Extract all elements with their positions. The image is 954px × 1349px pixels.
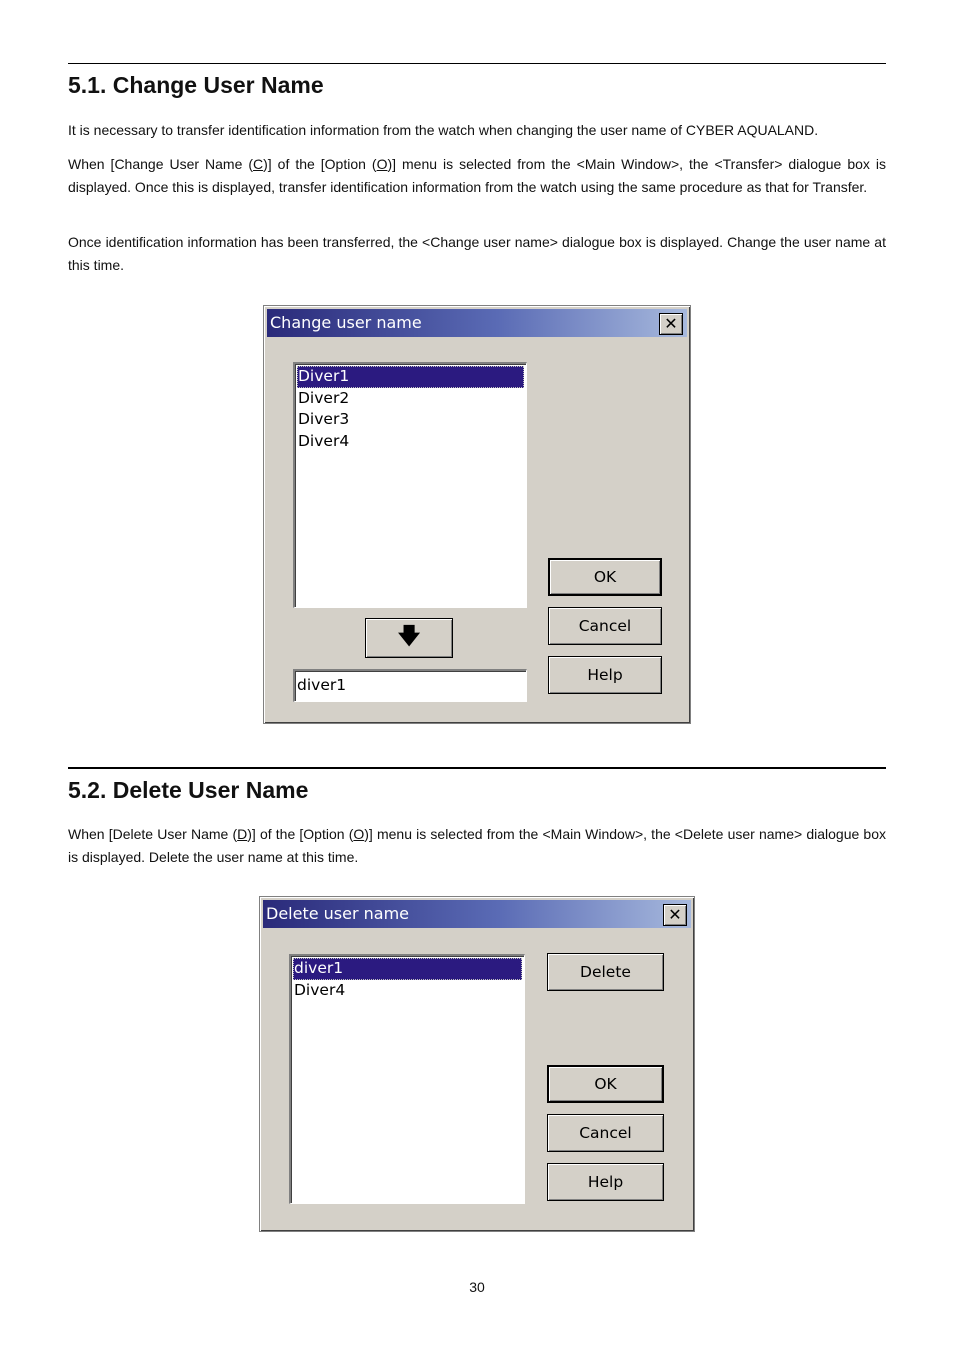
shortcut-key-d: D [237, 826, 248, 842]
dialog-titlebar [267, 309, 687, 337]
ok-button[interactable]: OK [548, 558, 662, 596]
user-name-list[interactable] [289, 954, 525, 1204]
section-rule-top [68, 63, 886, 64]
page-number: 30 [469, 1279, 485, 1295]
close-icon[interactable]: ✕ [659, 313, 683, 335]
arrow-down-icon: 🡇 [397, 624, 421, 649]
list-item[interactable]: Diver1 [297, 366, 524, 388]
help-button[interactable]: Help [547, 1163, 664, 1201]
dialog-titlebar [263, 900, 691, 928]
paragraph-1: It is necessary to transfer identification information from the watch when changing the user name of CYBER AQUALAND. [68, 122, 819, 138]
shortcut-key-o: O [376, 156, 388, 172]
list-item[interactable]: Diver3 [298, 410, 350, 428]
shortcut-key-c: C [253, 156, 264, 172]
cancel-button[interactable]: Cancel [547, 1114, 664, 1152]
copy-down-button[interactable] [365, 618, 453, 658]
section-heading-delete-user-name: 5.2. Delete User Name [68, 777, 309, 803]
help-button[interactable]: Help [548, 656, 662, 694]
list-item[interactable]: Diver2 [298, 388, 350, 407]
change-user-name-dialog [263, 305, 691, 724]
user-name-list[interactable] [293, 362, 527, 608]
close-icon[interactable]: ✕ [663, 904, 687, 926]
dialog-title: Delete user name [266, 904, 410, 923]
delete-user-name-dialog [259, 896, 695, 1232]
delete-button[interactable]: Delete [547, 953, 664, 991]
paragraph-4: When [Delete User Name (D)] of the [Option (O)] menu is selected from the <Main Window>, the <Delete user name> dialogue box is displayed. Delete the user name at this time. [68, 826, 886, 865]
dialog-title: Change user name [270, 313, 422, 332]
list-item[interactable]: diver1 [293, 958, 522, 980]
section-rule [68, 767, 886, 769]
list-item[interactable]: Diver4 [298, 431, 350, 450]
paragraph-2: When [Change User Name (C)] of the [Option (O)] menu is selected from the <Main Window>, the <Transfer> dialogue box is displayed. Once this is displayed, transfer identification information from the watch using the same procedure as that for Transfer. [68, 156, 886, 195]
user-name-input[interactable]: diver1 [293, 669, 527, 702]
cancel-button[interactable]: Cancel [548, 607, 662, 645]
shortcut-key-o: O [353, 826, 365, 842]
list-item[interactable]: Diver4 [294, 980, 346, 999]
paragraph-3: Once identification information has been transferred, the <Change user name> dialogue box is displayed. Change the user name at this time. [68, 234, 886, 273]
ok-button[interactable]: OK [547, 1065, 664, 1103]
section-heading-change-user-name: 5.1. Change User Name [68, 72, 324, 98]
